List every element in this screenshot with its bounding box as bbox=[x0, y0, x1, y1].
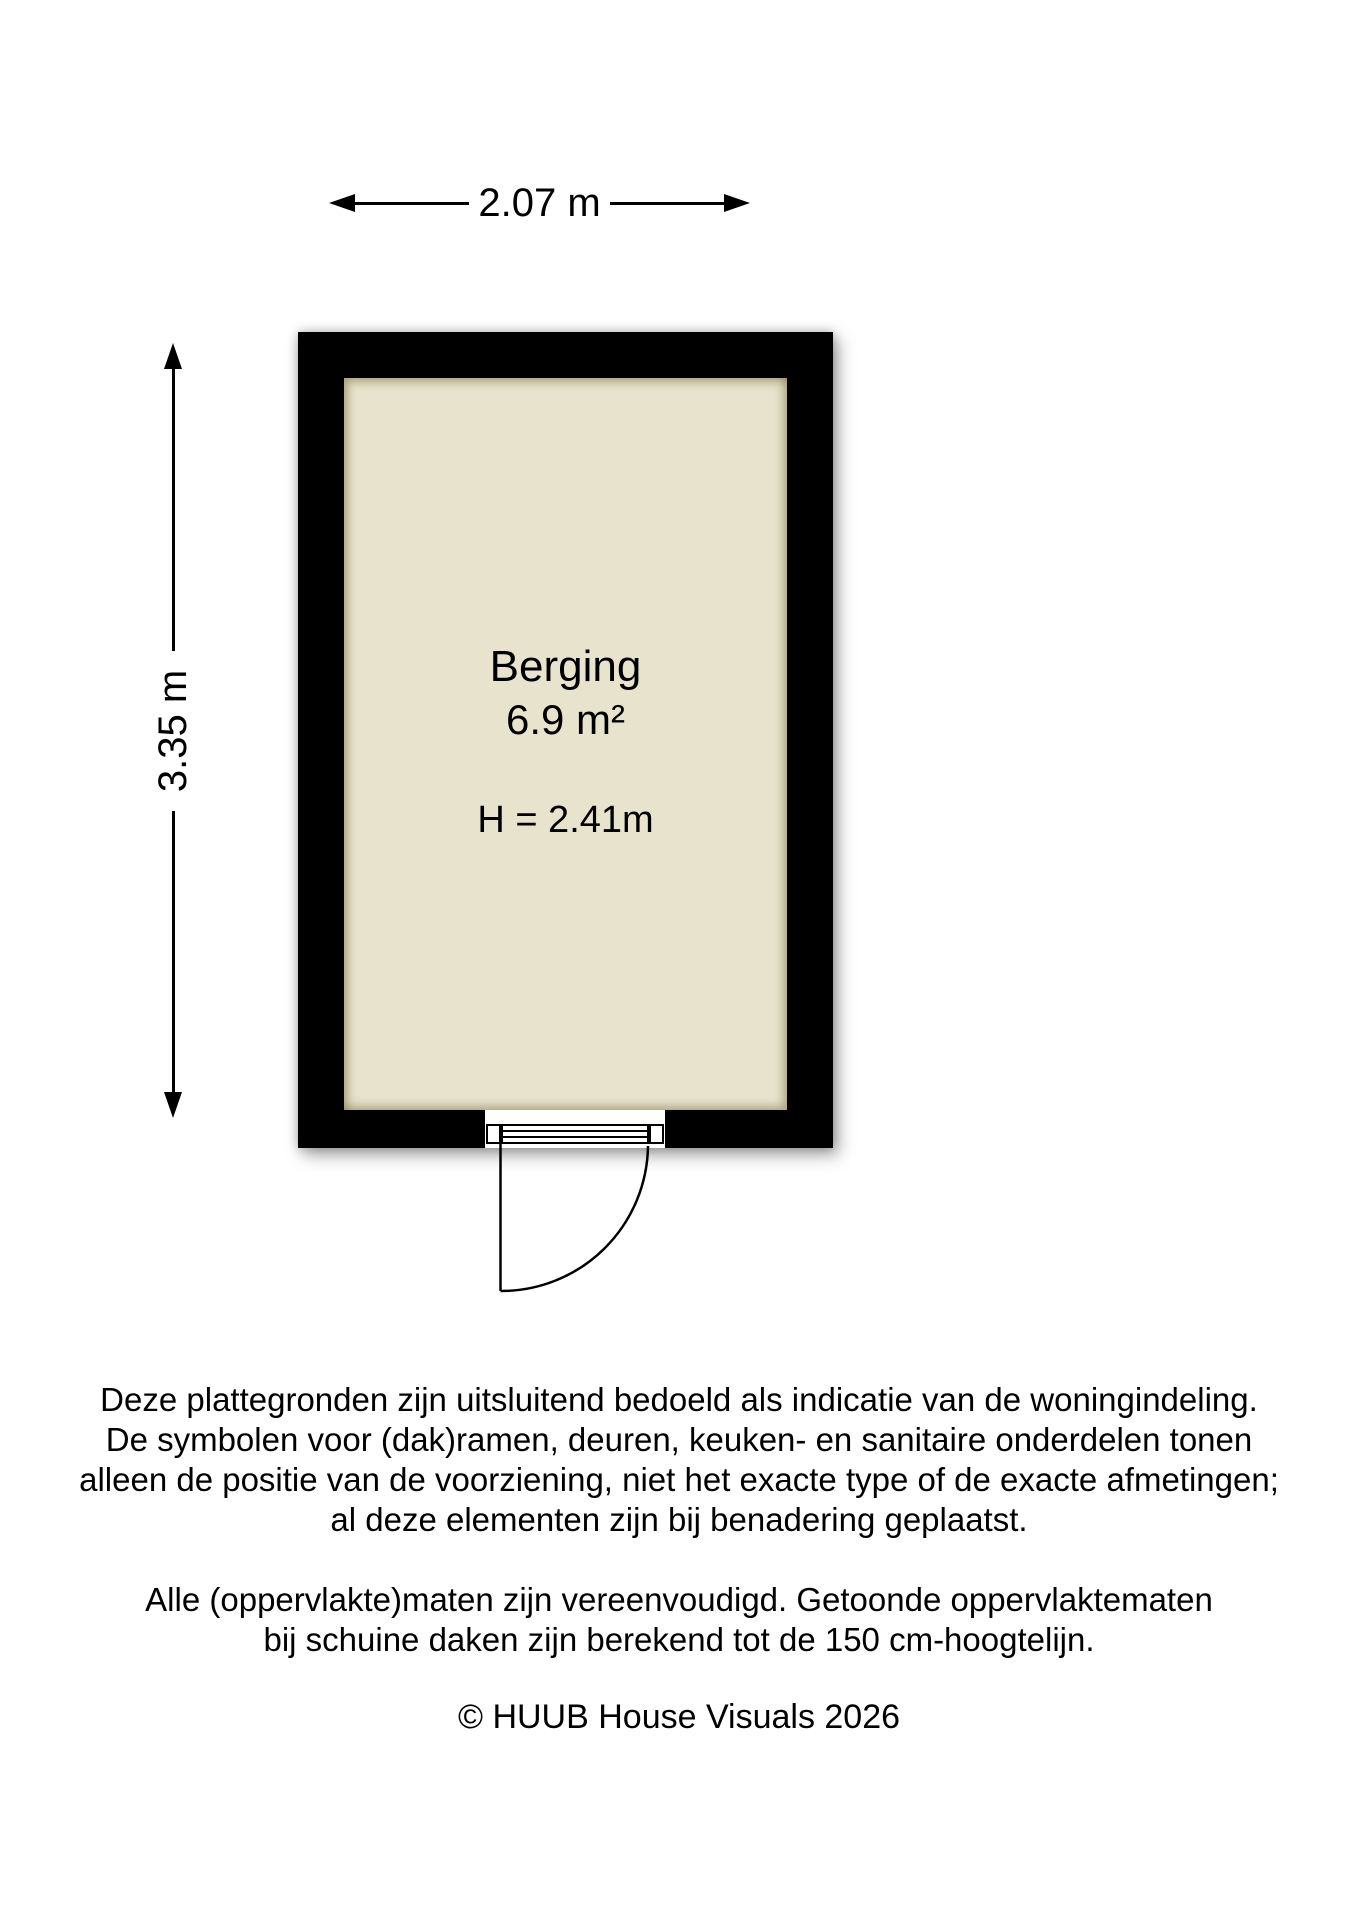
disclaimer-line: Alle (oppervlakte)maten zijn vereenvoudigd. Getoonde oppervlaktematen bbox=[145, 1581, 1213, 1618]
disclaimer-line: bij schuine daken zijn berekend tot de 150 cm-hoogtelijn. bbox=[263, 1621, 1095, 1658]
copyright bbox=[0, 1697, 1358, 1737]
arrowhead-right-icon bbox=[724, 194, 750, 212]
disclaimer-line: De symbolen voor (dak)ramen, deuren, keuken- en sanitaire onderdelen tonen bbox=[105, 1421, 1253, 1458]
dimension-line bbox=[610, 202, 724, 205]
arrowhead-left-icon bbox=[329, 194, 355, 212]
dimension-line bbox=[172, 369, 175, 651]
width-dimension bbox=[329, 181, 750, 225]
room-walls bbox=[298, 332, 833, 1148]
dimension-line bbox=[172, 811, 175, 1093]
width-dimension-label: 2.07 m bbox=[478, 181, 601, 225]
disclaimer-paragraph-2 bbox=[0, 1580, 1358, 1660]
room-area-label: 6.9 m² bbox=[505, 696, 626, 743]
room-ceiling-height-label: H = 2.41m bbox=[477, 799, 654, 841]
room-name-label: Berging bbox=[489, 642, 642, 691]
disclaimer-line: al deze elementen zijn bij benadering geplaatst. bbox=[330, 1501, 1028, 1538]
disclaimer-line: alleen de positie van de voorziening, niet het exacte type of de exacte afmetingen; bbox=[79, 1461, 1279, 1498]
door-swing-icon bbox=[440, 1100, 700, 1310]
arrowhead-down-icon bbox=[164, 1092, 182, 1118]
height-dimension bbox=[151, 343, 195, 1118]
copyright-text: © HUUB House Visuals 2026 bbox=[457, 1698, 901, 1736]
dimension-line bbox=[355, 202, 469, 205]
disclaimer-paragraph-1 bbox=[0, 1380, 1358, 1540]
room-floor bbox=[344, 378, 787, 1110]
height-dimension-labelbox bbox=[151, 651, 195, 811]
height-dimension-label: 3.35 m bbox=[151, 669, 195, 792]
arrowhead-up-icon bbox=[164, 343, 182, 369]
disclaimer-line: Deze plattegronden zijn uitsluitend bedoeld als indicatie van de woningindeling. bbox=[100, 1381, 1258, 1418]
